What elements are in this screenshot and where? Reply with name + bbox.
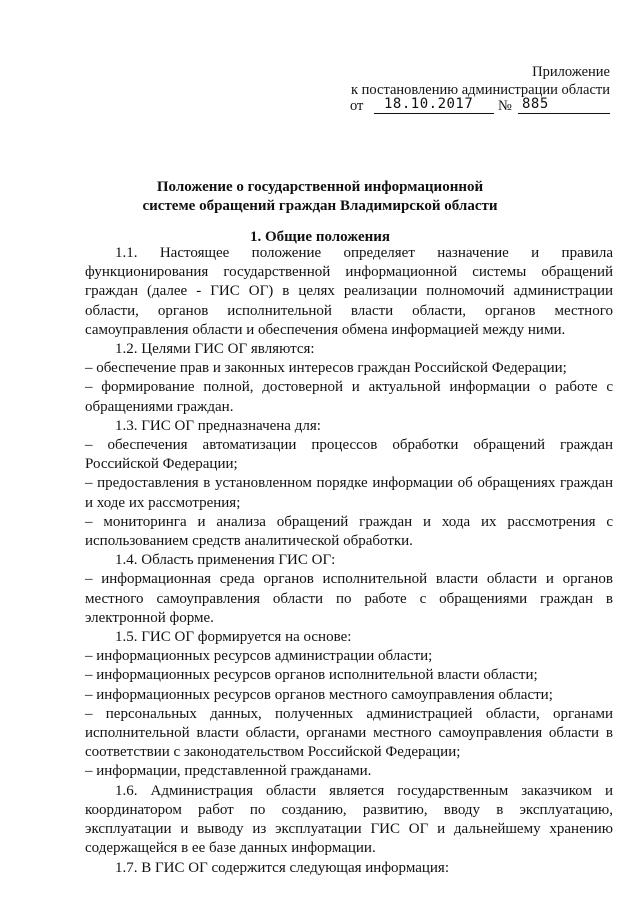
number-label: № xyxy=(498,98,512,114)
list-item: – предоставления в установленном порядке информации об обращениях граждан и ходе их рассмотрения; xyxy=(85,475,613,511)
resolution-reference: к постановлению администрации области xyxy=(350,82,610,98)
document-title-line2: системе обращений граждан Владимирской области xyxy=(142,198,498,214)
section-heading: 1. Общие положения xyxy=(249,229,391,245)
paragraph-1-3: 1.3. ГИС ОГ предназначена для: xyxy=(115,417,321,434)
paragraph-1-7: 1.7. В ГИС ОГ содержится следующая информация: xyxy=(115,859,449,876)
list-item: – информационных ресурсов органов исполнительной власти области; xyxy=(85,667,538,684)
resolution-number: 885 xyxy=(522,96,549,112)
resolution-date: 18.10.2017 xyxy=(384,96,474,112)
number-underline xyxy=(518,113,610,114)
list-item: – информационных ресурсов органов местного самоуправления области; xyxy=(85,686,553,703)
list-item: – мониторинга и анализа обращений граждан и хода их рассмотрения с использованием средств аналитической обработки. xyxy=(85,513,613,550)
paragraph-1-4: 1.4. Область применения ГИС ОГ: xyxy=(115,552,336,569)
list-item: – персональных данных, полученных администрацией области, органами исполнительной власти области, органами местного самоуправления области в соответствии с законодательством Российской Федерации; xyxy=(85,705,613,761)
list-item: – информационная среда органов исполнительной власти области и органов местного самоуправления области по работе с обращениями граждан в электронной форме. xyxy=(85,571,613,626)
list-item: – обеспечения автоматизации процессов обработки обращений граждан Российской Федерации; xyxy=(85,437,613,473)
from-label: от xyxy=(350,98,364,114)
document-body xyxy=(85,244,613,878)
appendix-label: Приложение xyxy=(532,64,610,80)
list-item: – формирование полной, достоверной и актуальной информации о работе с обращениями граждан. xyxy=(85,379,613,415)
list-item: – информации, представленной гражданами. xyxy=(85,763,372,780)
list-item: – информационных ресурсов администрации области; xyxy=(85,648,433,665)
paragraph-1-1: 1.1. Настоящее положение определяет назначение и правила функционирования государственной информационной системы обращений граждан (далее - ГИС ОГ) в целях реализации полномочий администрации области, органов исполнительной власти области, органов местного самоуправления области и обеспечения обмена информацией между ними. xyxy=(85,245,613,338)
document-title-line1: Положение о государственной информационной xyxy=(156,179,484,195)
paragraph-1-2: 1.2. Целями ГИС ОГ являются: xyxy=(115,341,315,358)
list-item: – обеспечение прав и законных интересов граждан Российской Федерации; xyxy=(85,360,567,377)
paragraph-1-6: 1.6. Администрация области является государственным заказчиком и координатором работ по созданию, развитию, вводу в эксплуатацию, эксплуатации и выводу из эксплуатации ГИС ОГ и дальнейшему хранению содержащейся в ее базе данных информации. xyxy=(85,782,613,857)
date-underline xyxy=(374,113,494,114)
paragraph-1-5: 1.5. ГИС ОГ формируется на основе: xyxy=(115,629,352,646)
